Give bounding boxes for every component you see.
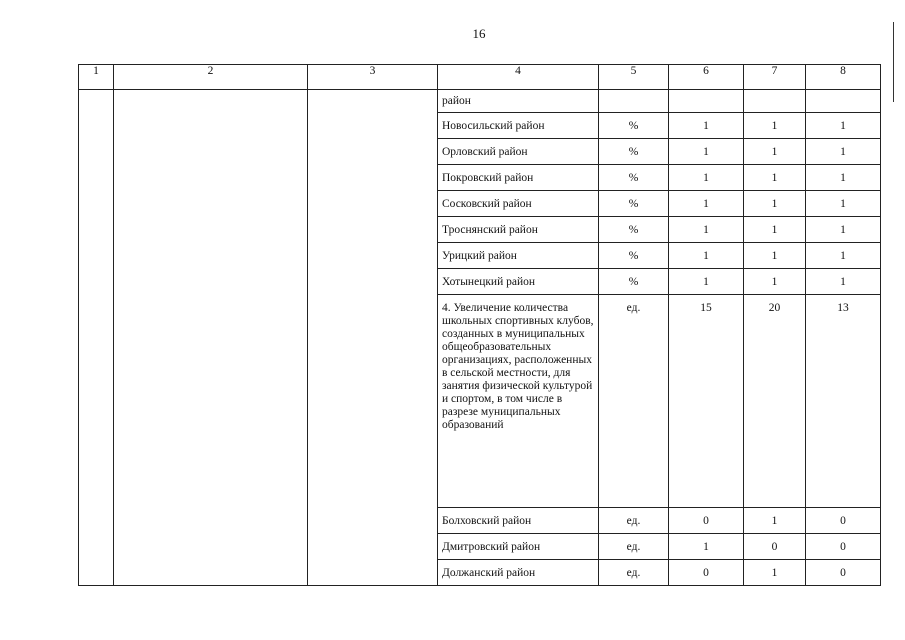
value-cell-6: 0	[669, 508, 744, 534]
page-edge-line	[893, 22, 894, 102]
value-cell-7: 1	[744, 139, 806, 165]
value-cell-8	[806, 90, 881, 113]
value-cell-8: 1	[806, 113, 881, 139]
value-cell-7	[744, 90, 806, 113]
indicator-name: район	[438, 90, 599, 113]
value-cell-7: 1	[744, 217, 806, 243]
value-cell-7: 20	[744, 295, 806, 508]
unit-cell: ед.	[599, 560, 669, 586]
value-cell-6: 1	[669, 534, 744, 560]
value-cell-7: 1	[744, 269, 806, 295]
unit-cell: %	[599, 269, 669, 295]
table-row	[79, 90, 881, 113]
value-cell-6: 1	[669, 191, 744, 217]
column-2-cell	[114, 90, 308, 586]
value-cell-7: 1	[744, 560, 806, 586]
value-cell-6	[669, 90, 744, 113]
value-cell-8: 0	[806, 508, 881, 534]
column-3-cell	[308, 90, 438, 586]
unit-cell: %	[599, 217, 669, 243]
column-1-cell	[79, 90, 114, 586]
unit-cell: ед.	[599, 295, 669, 508]
indicator-name: Сосковский район	[438, 191, 599, 217]
value-cell-7: 0	[744, 534, 806, 560]
column-header-6: 6	[669, 65, 744, 90]
unit-cell: %	[599, 113, 669, 139]
value-cell-7: 1	[744, 243, 806, 269]
indicator-name: Дмитровский район	[438, 534, 599, 560]
column-header-1: 1	[79, 65, 114, 90]
indicator-name: Хотынецкий район	[438, 269, 599, 295]
indicator-name: Покровский район	[438, 165, 599, 191]
column-header-3: 3	[308, 65, 438, 90]
column-header-7: 7	[744, 65, 806, 90]
unit-cell: %	[599, 243, 669, 269]
indicator-table	[78, 64, 881, 586]
value-cell-6: 1	[669, 113, 744, 139]
value-cell-7: 1	[744, 113, 806, 139]
indicator-name: Новосильский район	[438, 113, 599, 139]
column-header-4: 4	[438, 65, 599, 90]
value-cell-8: 1	[806, 191, 881, 217]
value-cell-7: 1	[744, 191, 806, 217]
value-cell-6: 1	[669, 165, 744, 191]
value-cell-8: 0	[806, 560, 881, 586]
value-cell-6: 1	[669, 243, 744, 269]
value-cell-8: 1	[806, 217, 881, 243]
value-cell-8: 0	[806, 534, 881, 560]
unit-cell: %	[599, 139, 669, 165]
value-cell-6: 1	[669, 139, 744, 165]
unit-cell	[599, 90, 669, 113]
column-header-2: 2	[114, 65, 308, 90]
value-cell-6: 1	[669, 269, 744, 295]
value-cell-6: 1	[669, 217, 744, 243]
indicator-name: Троснянский район	[438, 217, 599, 243]
value-cell-8: 1	[806, 165, 881, 191]
value-cell-6: 15	[669, 295, 744, 508]
value-cell-7: 1	[744, 165, 806, 191]
value-cell-8: 13	[806, 295, 881, 508]
value-cell-8: 1	[806, 243, 881, 269]
page-number: 16	[472, 26, 486, 41]
unit-cell: ед.	[599, 508, 669, 534]
value-cell-8: 1	[806, 139, 881, 165]
column-header-8: 8	[806, 65, 881, 90]
unit-cell: %	[599, 191, 669, 217]
indicator-name: 4. Увеличение количества школьных спортивных клубов, созданных в муниципальных общеобразовательных организациях, расположенных в сельской местности, для занятия физической культурой и спортом, в том числе в разрезе муниципальных образований	[438, 295, 599, 508]
indicator-name: Урицкий район	[438, 243, 599, 269]
indicator-name: Орловский район	[438, 139, 599, 165]
header-row	[79, 65, 881, 90]
unit-cell: ед.	[599, 534, 669, 560]
indicator-name: Должанский район	[438, 560, 599, 586]
unit-cell: %	[599, 165, 669, 191]
indicator-name: Болховский район	[438, 508, 599, 534]
value-cell-6: 0	[669, 560, 744, 586]
value-cell-8: 1	[806, 269, 881, 295]
value-cell-7: 1	[744, 508, 806, 534]
column-header-5: 5	[599, 65, 669, 90]
